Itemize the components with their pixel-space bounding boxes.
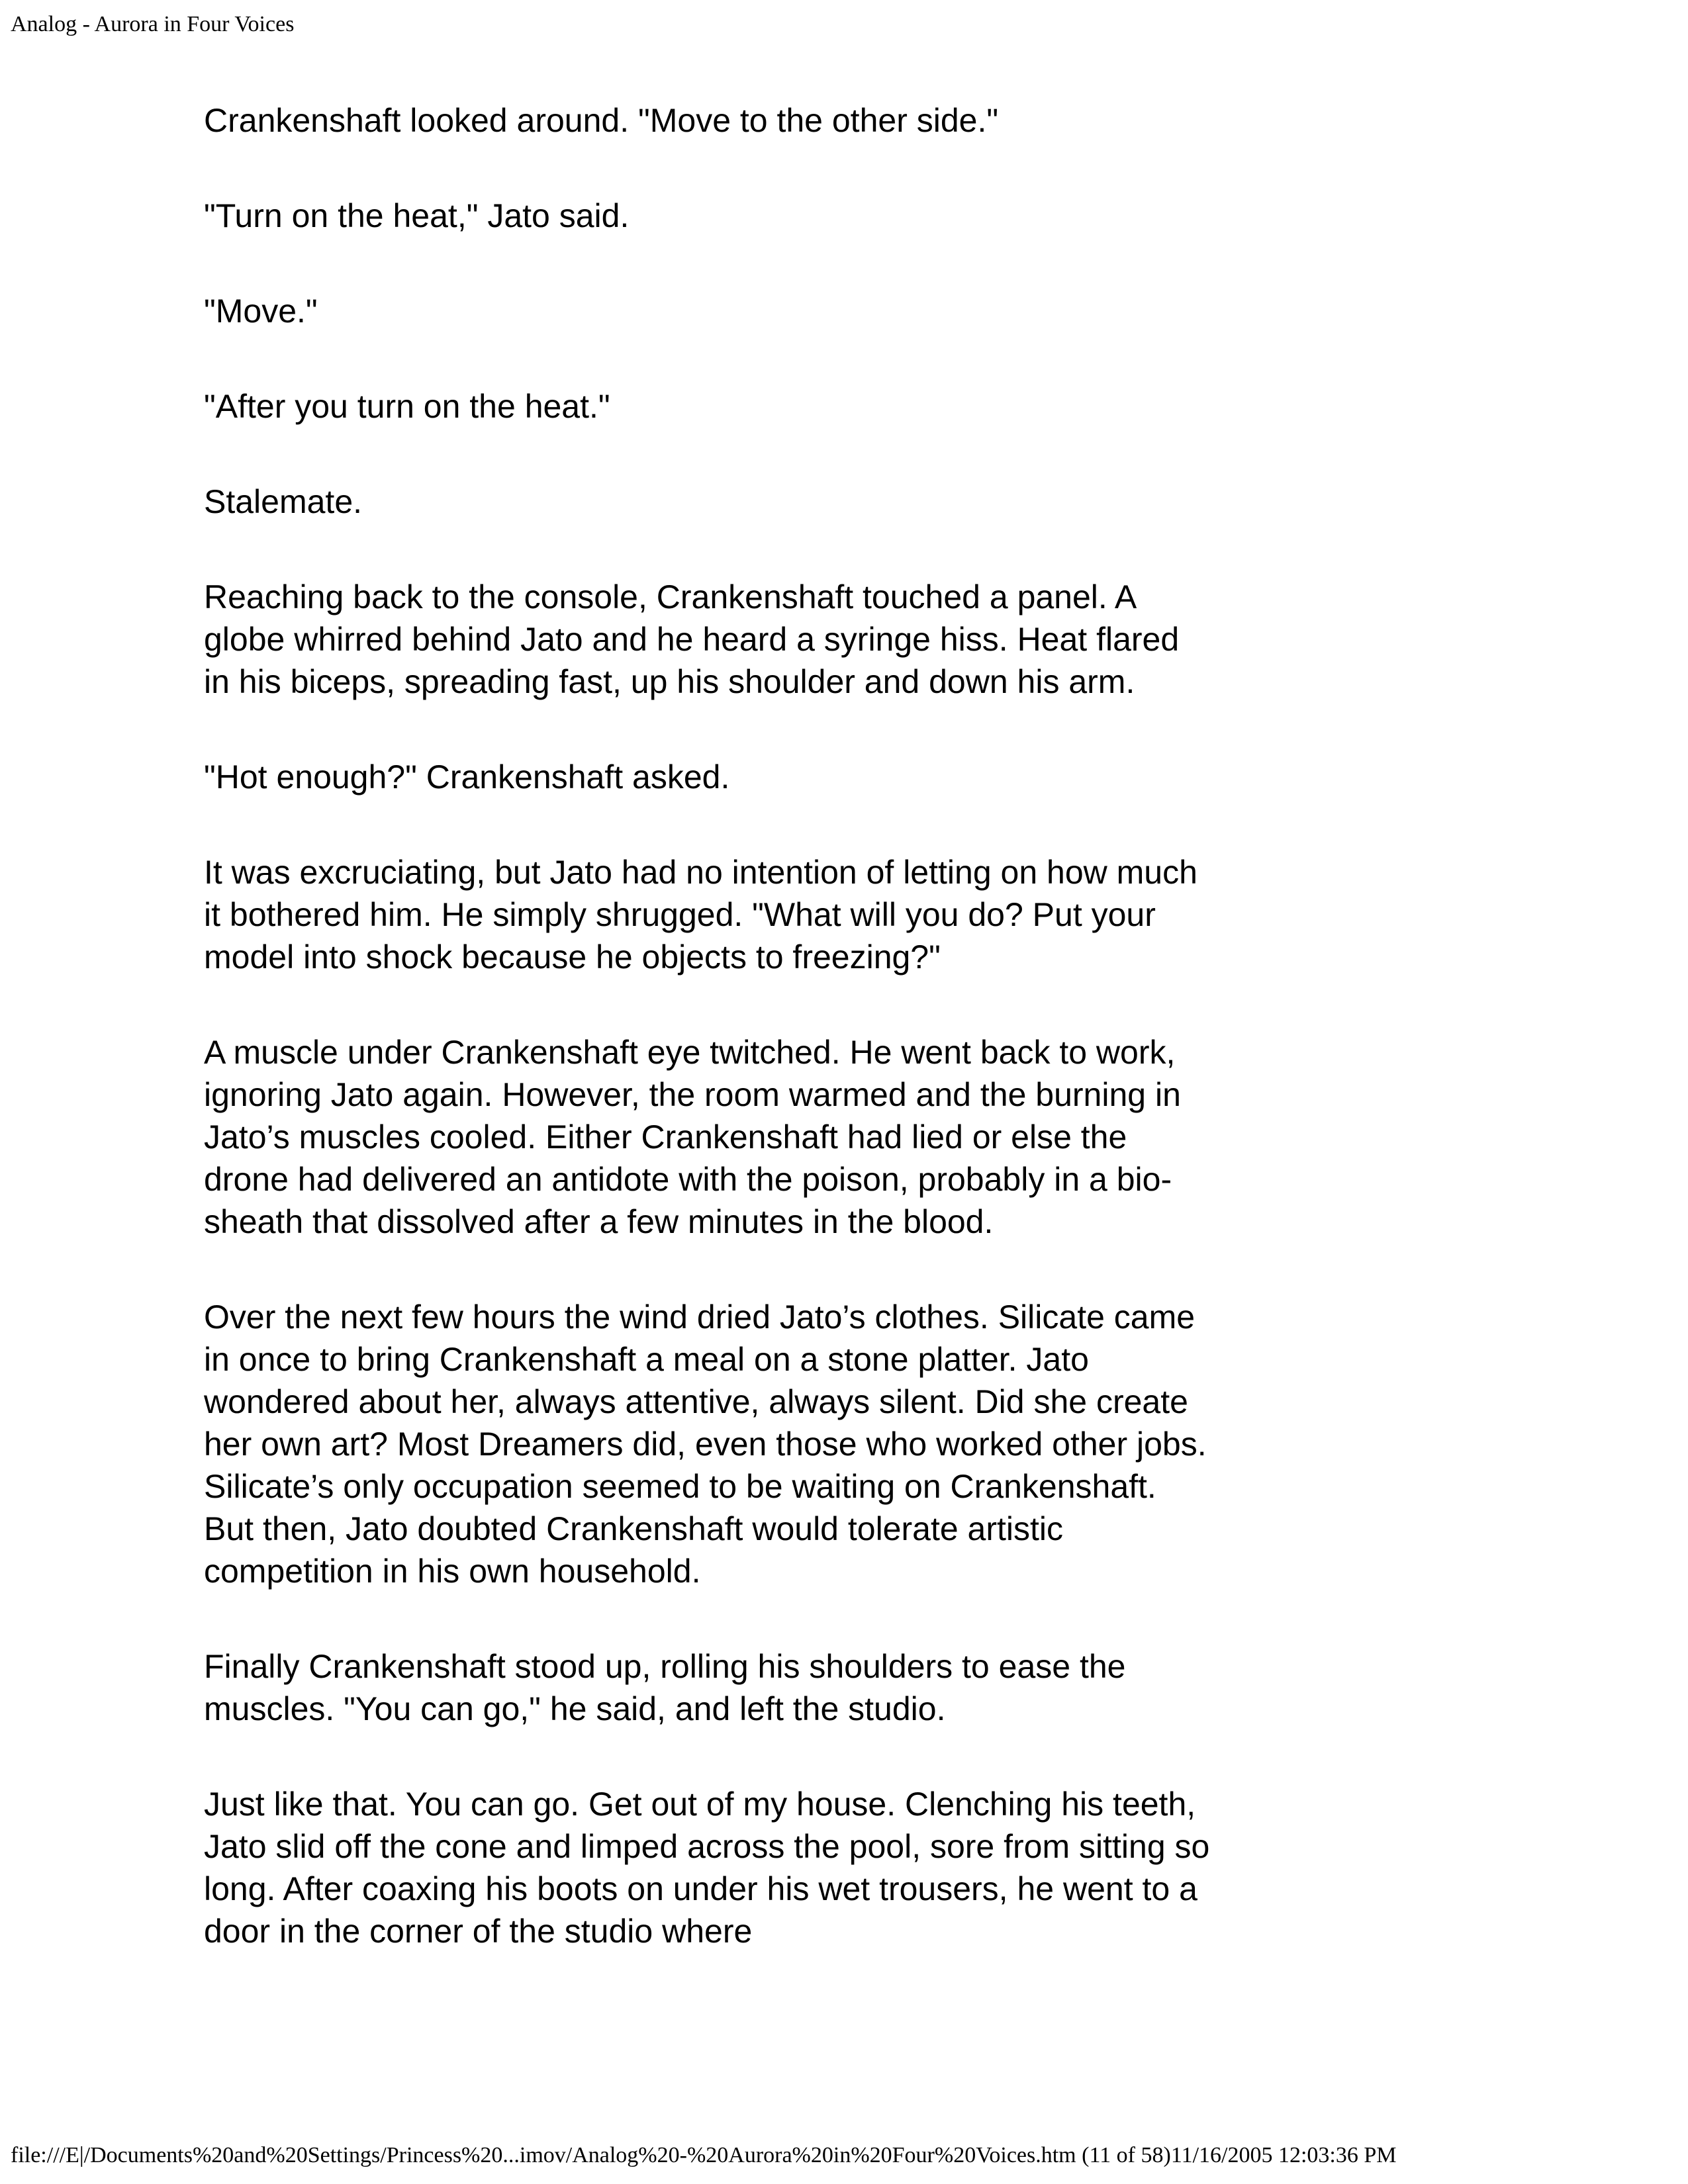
paragraph-11: Finally Crankenshaft stood up, rolling his shoulders to ease the muscles. "You can go," he said, and left the studio. bbox=[204, 1648, 1126, 1727]
paragraph-3: "Move." bbox=[204, 293, 318, 330]
paragraph-12: Just like that. You can go. Get out of my house. Clenching his teeth, Jato slid off the cone and limped across the pool, sore from sitting so long. After coaxing his boots on under his wet trousers, he went to a door in the corner of the studio where bbox=[204, 1786, 1210, 1950]
paragraph-8: It was excruciating, but Jato had no intention of letting on how much it bothered him. He simply shrugged. "What will you do? Put your model into shock because he objects to freezing?" bbox=[204, 854, 1197, 976]
paragraph-7: "Hot enough?" Crankenshaft asked. bbox=[204, 758, 730, 796]
paragraph-1: Crankenshaft looked around. "Move to the other side." bbox=[204, 102, 999, 139]
page-header-title: Analog - Aurora in Four Voices bbox=[11, 12, 295, 36]
paragraph-6: Reaching back to the console, Crankenshaft touched a panel. A globe whirred behind Jato and he heard a syringe hiss. Heat flared in his biceps, spreading fast, up his shoulder and down his arm. bbox=[204, 578, 1180, 700]
document-body bbox=[204, 99, 1210, 1952]
paragraph-9: A muscle under Crankenshaft eye twitched. He went back to work, ignoring Jato again. However, the room warmed and the burning in Jato’s muscles cooled. Either Crankenshaft had lied or else the drone had delivered an antidote with the poison, probably in a bio-sheath that dissolved after a few minutes in the blood. bbox=[204, 1034, 1181, 1240]
paragraph-10: Over the next few hours the wind dried Jato’s clothes. Silicate came in once to bring Crankenshaft a meal on a stone platter. Jato wondered about her, always attentive, always silent. Did she create her own art? Most Dreamers did, even those who worked other jobs. Silicate’s only occupation seemed to be waiting on Crankenshaft. But then, Jato doubted Crankenshaft would tolerate artistic competition in his own household. bbox=[204, 1298, 1207, 1590]
paragraph-5: Stalemate. bbox=[204, 483, 363, 520]
paragraph-2: "Turn on the heat," Jato said. bbox=[204, 197, 630, 234]
paragraph-4: "After you turn on the heat." bbox=[204, 388, 610, 425]
page-footer-path: file:///E|/Documents%20and%20Settings/Princess%20...imov/Analog%20-%20Aurora%20in%20Four%20Voices.htm (11 of 58)11/16/2005 12:03:36 PM bbox=[11, 2143, 1397, 2167]
